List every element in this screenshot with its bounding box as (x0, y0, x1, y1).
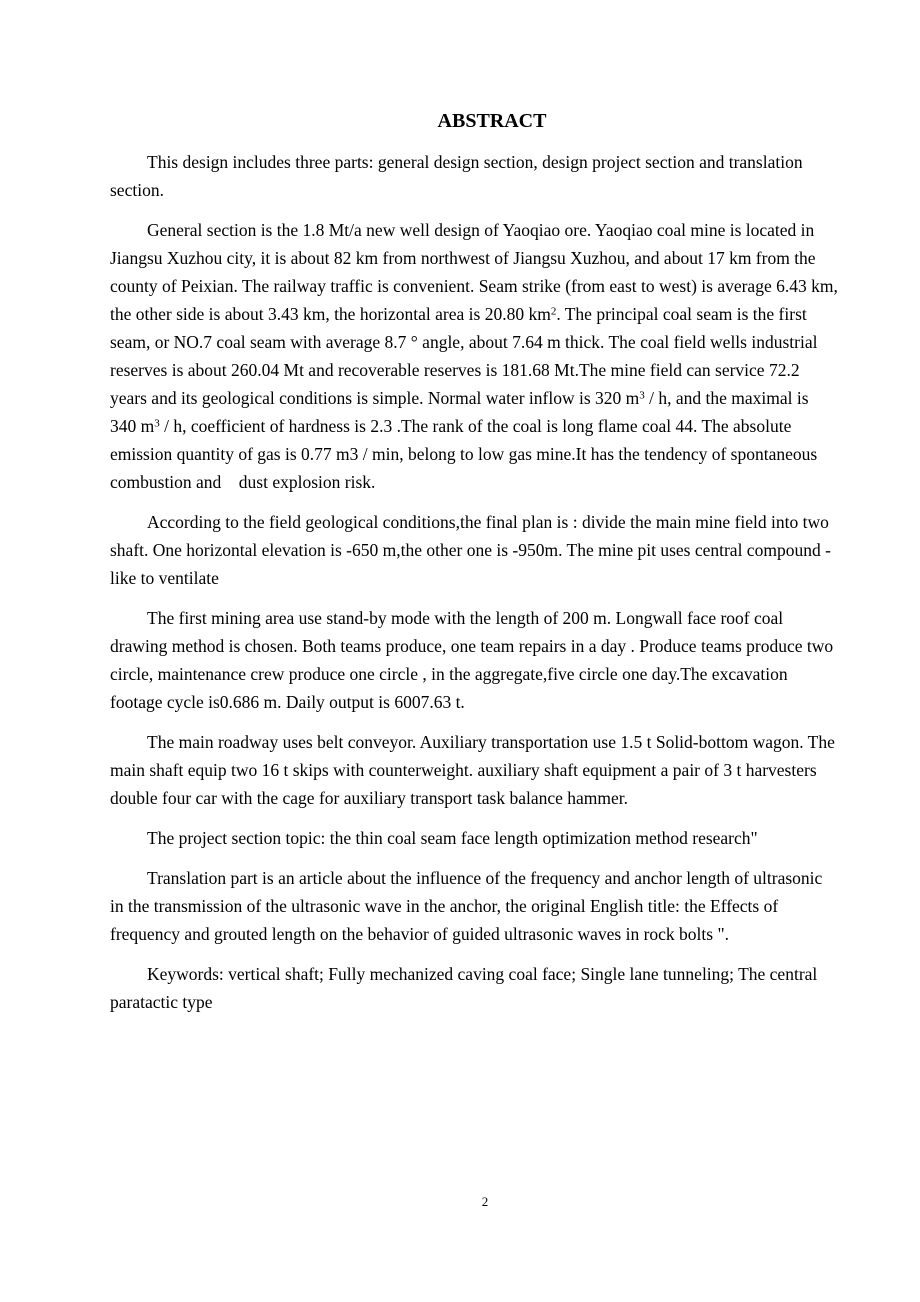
page-title: ABSTRACT (437, 110, 547, 132)
paragraph-keywords: Keywords: vertical shaft; Fully mechanized caving coal face; Single lane tunneling; The central paratactic type (110, 964, 818, 1012)
m-cubed-superscript-2: 3 (154, 417, 160, 430)
paragraph-intro: This design includes three parts: general design section, design project section and translation section. (110, 152, 803, 200)
general-text-part-2: . The principal coal seam is the first seam, or NO.7 coal seam with average 8.7 ° angle, about 7.64 m thick. The coal field wells industrial reserves is about 260.04 Mt and recoverable reserves is 181.68 Mt.The mine field can service 72.2 years and its geological conditions is simple. Normal water inflow is 320 m (110, 304, 818, 408)
paragraph-final-plan: According to the field geological conditions,the final plan is : divide the main mine field into two shaft. One horizontal elevation is -650 m,the other one is -950m. The mine pit uses central compound -like to ventilate (110, 512, 831, 588)
abstract-body (110, 148, 838, 1028)
paragraph-transportation: The main roadway uses belt conveyor. Auxiliary transportation use 1.5 t Solid-bottom wagon. The main shaft equip two 16 t skips with counterweight. auxiliary shaft equipment a pair of 3 t harvesters double four car with the cage for auxiliary transport task balance hammer. (110, 732, 835, 808)
paragraph-mining-area: The first mining area use stand-by mode with the length of 200 m. Longwall face roof coal drawing method is chosen. Both teams produce, one team repairs in a day . Produce teams produce two circle, maintenance crew produce one circle , in the aggregate,five circle one day.The excavation footage cycle is0.686 m. Daily output is 6007.63 t. (110, 608, 834, 712)
m-cubed-superscript-1: 3 (639, 389, 645, 402)
paragraph-general-section (110, 216, 838, 496)
general-text-part-3: / h, and the maximal is 340 m (110, 388, 809, 436)
page-number: 2 (481, 1194, 489, 1209)
general-text-part-4: / h, coefficient of hardness is 2.3 .The rank of the coal is long flame coal 44. The absolute emission quantity of gas is 0.77 m3 / min, belong to low gas mine.It has the tendency of spontaneous combustion and dust explosion risk. (110, 416, 818, 492)
km-squared-superscript: 2 (550, 305, 557, 318)
general-text-part-1: General section is the 1.8 Mt/a new well design of Yaoqiao ore. Yaoqiao coal mine is located in Jiangsu Xuzhou city, it is about 82 km from northwest of Jiangsu Xuzhou, and about 17 km from the county of Peixian. The railway traffic is convenient. Seam strike (from east to west) is average 6.43 km, the other side is about 3.43 km, the horizontal area is 20.80 km (110, 220, 838, 324)
paragraph-translation: Translation part is an article about the influence of the frequency and anchor length of ultrasonic in the transmission of the ultrasonic wave in the anchor, the original English title: the Effects of frequency and grouted length on the behavior of guided ultrasonic waves in rock bolts ". (110, 868, 823, 944)
paragraph-project-topic: The project section topic: the thin coal seam face length optimization method research" (147, 828, 758, 848)
